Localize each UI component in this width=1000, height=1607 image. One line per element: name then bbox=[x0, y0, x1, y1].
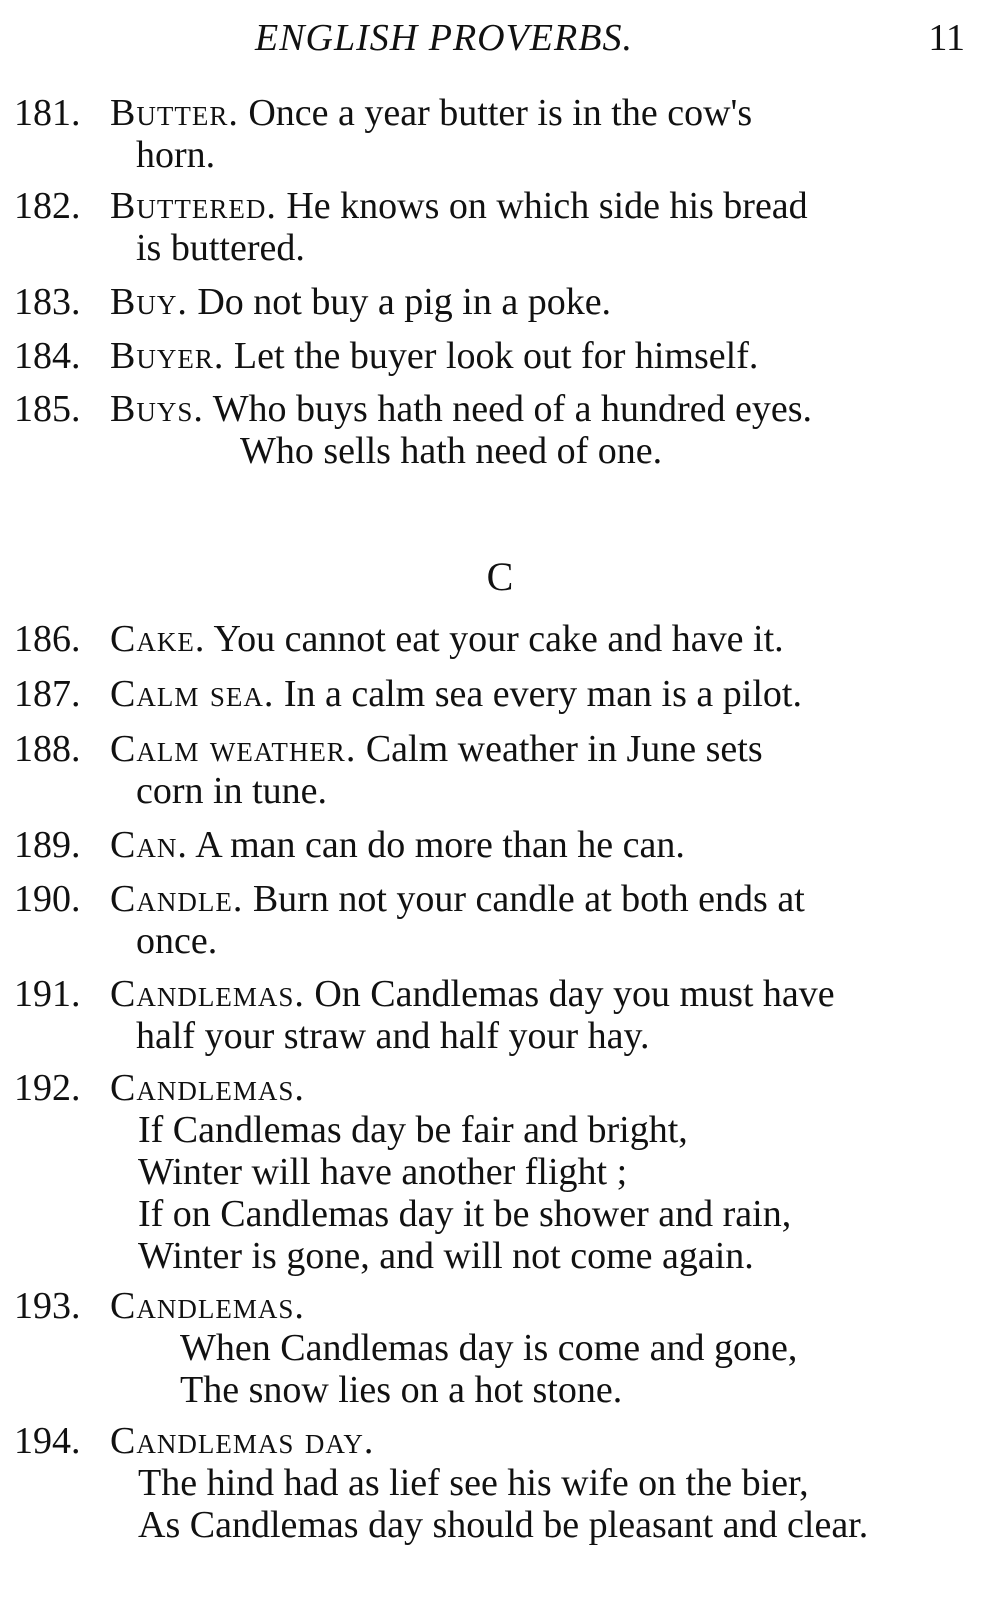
entry-body bbox=[110, 1067, 980, 1277]
entry-keyword: Buyer. bbox=[110, 335, 225, 377]
entry-body bbox=[110, 185, 980, 269]
entry-number: 181. bbox=[14, 92, 81, 134]
entry-text: Once a year butter is in the cow's bbox=[248, 92, 753, 134]
entry-number: 186. bbox=[14, 618, 81, 660]
entry-keyword: Butter. bbox=[110, 92, 239, 134]
entry-text: Do not buy a pig in a poke. bbox=[197, 281, 612, 323]
entry-body bbox=[110, 388, 980, 472]
verse-line: If on Candlemas day it be shower and rain, bbox=[138, 1193, 792, 1235]
entry-keyword: Candlemas. bbox=[110, 973, 305, 1015]
entry-text: On Candlemas day you must have bbox=[314, 973, 835, 1015]
entry-keyword: Candlemas. bbox=[110, 1285, 305, 1327]
entry-keyword: Calm sea. bbox=[110, 673, 275, 715]
entry-continuation: is buttered. bbox=[136, 227, 305, 269]
entry-body bbox=[110, 1420, 980, 1546]
entry-number: 183. bbox=[14, 281, 81, 323]
entry-text: A man can do more than he can. bbox=[195, 824, 685, 866]
verse-line: If Candlemas day be fair and bright, bbox=[138, 1109, 688, 1151]
page-number: 11 bbox=[928, 17, 965, 59]
entry-number: 184. bbox=[14, 335, 81, 377]
entry-keyword: Calm weather. bbox=[110, 728, 357, 770]
entry-text: You cannot eat your cake and have it. bbox=[213, 618, 784, 660]
entry-keyword: Candle. bbox=[110, 878, 244, 920]
verse-line: The hind had as lief see his wife on the bier, bbox=[138, 1462, 809, 1504]
entry-text: He knows on which side his bread bbox=[286, 185, 808, 227]
entry-keyword: Buy. bbox=[110, 281, 188, 323]
entry-number: 189. bbox=[14, 824, 81, 866]
running-title: ENGLISH PROVERBS. bbox=[255, 17, 633, 59]
entry-continuation: once. bbox=[136, 920, 218, 962]
entry-number: 188. bbox=[14, 728, 81, 770]
entry-body bbox=[110, 673, 980, 715]
entry-number: 191. bbox=[14, 973, 81, 1015]
page-header bbox=[0, 10, 1000, 60]
verse-line: Winter will have another flight ; bbox=[138, 1151, 628, 1193]
entry-body bbox=[110, 618, 980, 660]
entry-keyword: Buys. bbox=[110, 388, 204, 430]
entry-text: Burn not your candle at both ends at bbox=[252, 878, 805, 920]
entry-body bbox=[110, 92, 980, 176]
entry-number: 194. bbox=[14, 1420, 81, 1462]
verse-line: The snow lies on a hot stone. bbox=[180, 1369, 623, 1411]
entry-number: 182. bbox=[14, 185, 81, 227]
entry-text: In a calm sea every man is a pilot. bbox=[283, 673, 802, 715]
entry-body bbox=[110, 824, 980, 866]
entry-keyword: Candlemas. bbox=[110, 1067, 305, 1109]
entry-body bbox=[110, 1285, 980, 1411]
entry-continuation: half your straw and half your hay. bbox=[136, 1015, 650, 1057]
entry-number: 193. bbox=[14, 1285, 81, 1327]
entry-keyword: Candlemas day. bbox=[110, 1420, 375, 1462]
entry-number: 190. bbox=[14, 878, 81, 920]
entry-keyword: Buttered. bbox=[110, 185, 277, 227]
entry-body bbox=[110, 335, 980, 377]
entry-text: Calm weather in June sets bbox=[365, 728, 763, 770]
entry-text: Let the buyer look out for himself. bbox=[233, 335, 759, 377]
entry-body bbox=[110, 728, 980, 812]
verse-line: When Candlemas day is come and gone, bbox=[180, 1327, 798, 1369]
verse-line: As Candlemas day should be pleasant and clear. bbox=[138, 1504, 869, 1546]
entry-number: 192. bbox=[14, 1067, 81, 1109]
entry-continuation: horn. bbox=[136, 134, 216, 176]
entry-text: Who buys hath need of a hundred eyes. bbox=[212, 388, 813, 430]
entry-number: 185. bbox=[14, 388, 81, 430]
entry-body bbox=[110, 281, 980, 323]
verse-line: Winter is gone, and will not come again. bbox=[138, 1235, 754, 1277]
entry-continuation: corn in tune. bbox=[136, 770, 328, 812]
entry-number: 187. bbox=[14, 673, 81, 715]
entry-body bbox=[110, 973, 980, 1057]
entry-keyword: Cake. bbox=[110, 618, 206, 660]
entry-keyword: Can. bbox=[110, 824, 188, 866]
section-letter-heading: C bbox=[486, 554, 514, 599]
entry-body bbox=[110, 878, 980, 962]
entry-continuation: Who sells hath need of one. bbox=[240, 430, 663, 472]
